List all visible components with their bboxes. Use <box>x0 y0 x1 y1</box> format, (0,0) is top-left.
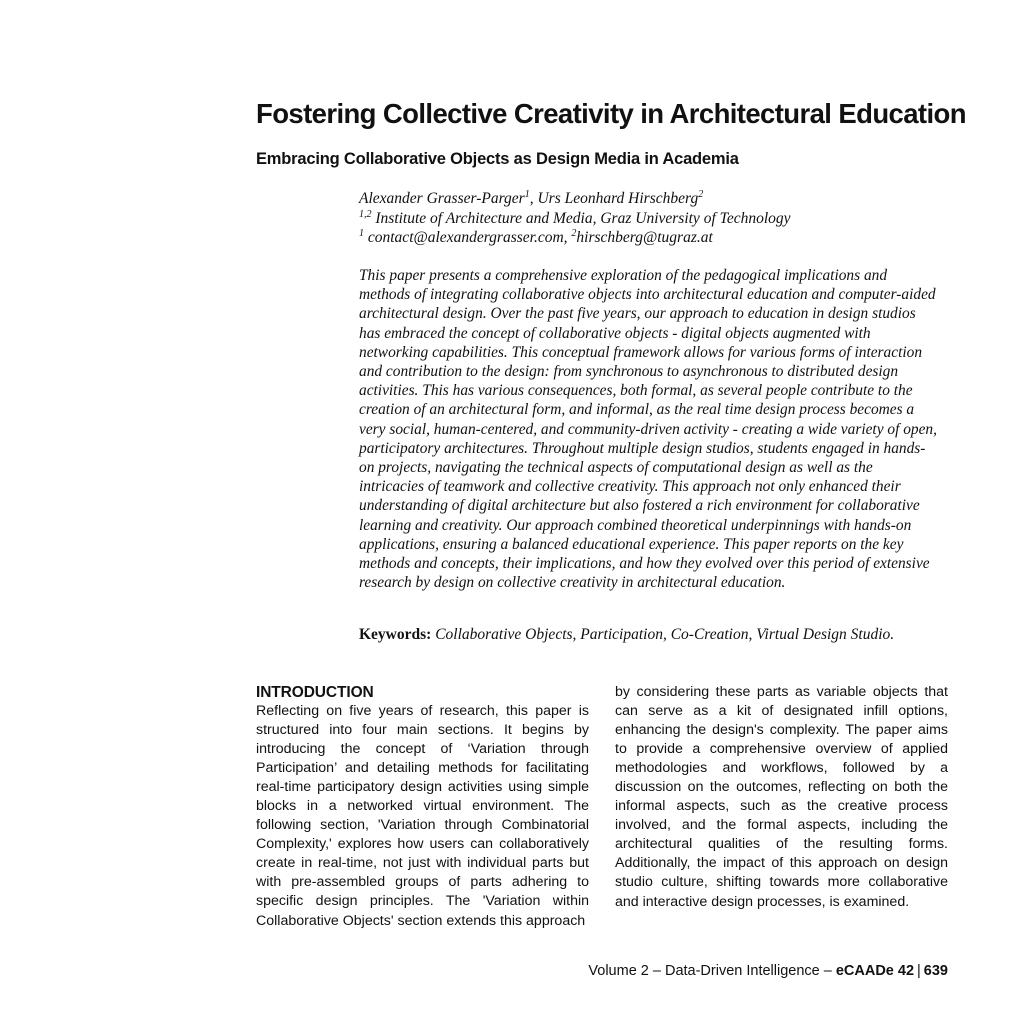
author-superscript: 1 <box>524 188 530 200</box>
author-name: Alexander Grasser-Parger <box>359 190 525 207</box>
author-name: Urs Leonhard Hirschberg <box>537 190 699 207</box>
affiliation-text: Institute of Architecture and Media, Graz University of Technology <box>371 209 791 227</box>
body-column-left <box>256 683 589 931</box>
keywords-label: Keywords: <box>359 626 432 643</box>
keywords <box>359 626 949 644</box>
author-superscript: 2 <box>698 188 704 200</box>
body-column-right <box>615 683 948 912</box>
paper-title: Fostering Collective Creativity in Architectural Education <box>256 98 966 129</box>
affiliation-superscript: 1,2 <box>359 208 372 220</box>
keywords-values: Collaborative Objects, Participation, Co-Creation, Virtual Design Studio. <box>431 626 895 643</box>
author-separator: , <box>529 190 538 207</box>
email-superscript: 2 <box>571 227 577 239</box>
email-link[interactable]: contact@alexandergrasser.com, <box>364 229 572 246</box>
body-paragraph: by considering these parts as variable objects that can serve as a kit of designated infill options, enhancing the design's complexity. The paper aims to provide a comprehensive overview of applied methodologies and workflows, followed by a discussion on the outcomes, reflecting on both the informal aspects, such as the creative process involved, and the formal aspects, including the architectural qualities of the resulting forms. Additionally, the impact of this approach on design studio culture, shifting towards more collaborative and interactive design processes, is examined. <box>615 684 948 910</box>
email-line <box>359 228 949 248</box>
page-footer <box>588 963 948 979</box>
author-line <box>359 189 949 209</box>
affiliation-line <box>359 209 949 229</box>
page-number: 639 <box>923 963 948 979</box>
paper-subtitle: Embracing Collaborative Objects as Design Media in Academia <box>256 150 739 168</box>
footer-conference: eCAADe 42 <box>835 963 915 979</box>
author-block <box>359 189 949 248</box>
body-paragraph: Reflecting on five years of research, this paper is structured into four main sections. It begins by introducing the concept of ‘Variation through Participation’ and detailing methods for facilitating real-time participatory design activities using simple blocks in a networked virtual environment. The following section, 'Variation through Combinatorial Complexity,' explores how users can collaboratively create in real-time, not just with individual parts but with pre-assembled groups of parts adhering to specific design principles. The 'Variation within Collaborative Objects' section extends this approach <box>256 703 589 929</box>
footer-volume: Volume 2 – Data-Driven Intelligence – <box>588 963 836 979</box>
email-superscript: 1 <box>359 227 364 239</box>
abstract: This paper presents a comprehensive exploration of the pedagogical implications and methods of integrating collaborative objects into architectural education and computer-aided architectural design. Over the past five years, our approach to education in design studios has embraced the concept of collaborative objects - digital objects augmented with networking capabilities. This conceptual framework allows for various forms of interaction and contribution to the design: from synchronous to asynchronous to distributed design activities. This has various consequences, both formal, as several people contribute to the creation of an architectural form, and informal, as the real time design process becomes a very social, human-centered, and community-driven activity - creating a wide variety of open, participatory architectures. Throughout multiple design studios, students engaged in hands-on projects, navigating the technical aspects of computational design as well as the intricacies of teamwork and collective creativity. This approach not only enhanced their understanding of digital architecture but also fostered a rich environment for collaborative learning and creativity. Our approach combined theoretical underpinnings with hands-on applications, ensuring a balanced educational experience. This paper reports on the key methods and concepts, their implications, and how they evolved over this period of extensive research by design on collective creativity in architectural education. <box>359 267 937 592</box>
email-link[interactable]: hirschberg@tugraz.at <box>576 229 713 246</box>
footer-separator: | <box>917 963 921 979</box>
section-heading: INTRODUCTION <box>256 684 374 701</box>
